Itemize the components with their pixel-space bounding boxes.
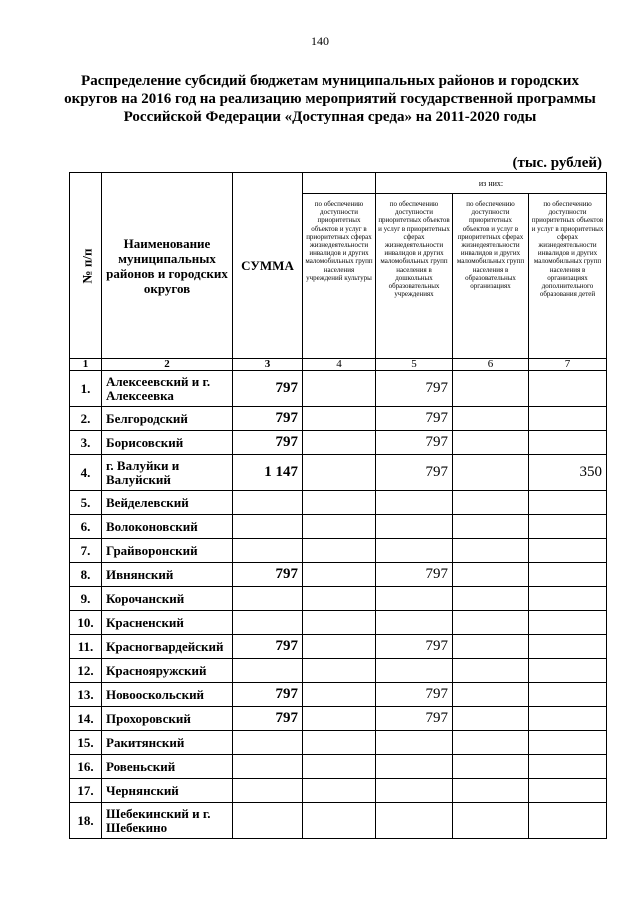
row-preschool-value: 797 — [376, 431, 453, 455]
row-district-name: Красненский — [102, 611, 233, 635]
row-additional-education-value — [529, 431, 607, 455]
row-culture-value — [303, 491, 376, 515]
row-number: 18. — [70, 803, 102, 839]
row-additional-education-value — [529, 683, 607, 707]
header-num-label: № п/п — [79, 248, 95, 283]
row-preschool-value — [376, 659, 453, 683]
row-preschool-value: 797 — [376, 563, 453, 587]
column-number: 3 — [233, 359, 303, 371]
row-education-value — [453, 683, 529, 707]
units-label: (тыс. рублей) — [512, 155, 602, 171]
table-row — [70, 659, 607, 683]
column-number: 7 — [529, 359, 607, 371]
row-additional-education-value — [529, 371, 607, 407]
row-culture-value — [303, 779, 376, 803]
row-sum — [233, 731, 303, 755]
row-education-value — [453, 731, 529, 755]
row-district-name: Новооскольский — [102, 683, 233, 707]
row-preschool-value — [376, 611, 453, 635]
row-preschool-value — [376, 491, 453, 515]
row-additional-education-value — [529, 755, 607, 779]
row-culture-value — [303, 539, 376, 563]
table-row — [70, 683, 607, 707]
row-education-value — [453, 611, 529, 635]
row-culture-value — [303, 683, 376, 707]
row-additional-education-value — [529, 587, 607, 611]
row-sum — [233, 611, 303, 635]
row-education-value — [453, 491, 529, 515]
row-culture-value — [303, 611, 376, 635]
row-sum — [233, 539, 303, 563]
row-number: 16. — [70, 755, 102, 779]
row-culture-value — [303, 587, 376, 611]
row-additional-education-value — [529, 659, 607, 683]
row-preschool-value: 797 — [376, 407, 453, 431]
table-row — [70, 755, 607, 779]
row-number: 5. — [70, 491, 102, 515]
row-district-name: Шебекинский и г. Шебекино — [102, 803, 233, 839]
header-num — [70, 173, 102, 359]
row-culture-value — [303, 731, 376, 755]
row-number: 9. — [70, 587, 102, 611]
column-number: 6 — [453, 359, 529, 371]
header-name: Наименование муниципальных районов и городских округов — [102, 173, 233, 359]
row-number: 1. — [70, 371, 102, 407]
row-sum: 797 — [233, 635, 303, 659]
row-additional-education-value — [529, 731, 607, 755]
row-district-name: Ракитянский — [102, 731, 233, 755]
row-preschool-value — [376, 803, 453, 839]
table-row — [70, 515, 607, 539]
row-additional-education-value — [529, 515, 607, 539]
row-sum: 797 — [233, 407, 303, 431]
row-culture-value — [303, 755, 376, 779]
header-sum: СУММА — [233, 173, 303, 359]
header-of-which: из них: — [376, 173, 607, 194]
row-number: 4. — [70, 455, 102, 491]
row-additional-education-value: 350 — [529, 455, 607, 491]
row-district-name: Алексеевский и г. Алексеевка — [102, 371, 233, 407]
row-education-value — [453, 635, 529, 659]
header-col4: по обеспечению доступности приоритетных объектов и услуг в приоритетных сферах жизнедеятельности инвалидов и других маломобильных групп населения учреждений культуры — [303, 194, 376, 359]
table-row — [70, 407, 607, 431]
row-culture-value — [303, 659, 376, 683]
row-sum — [233, 779, 303, 803]
row-preschool-value: 797 — [376, 683, 453, 707]
row-number: 12. — [70, 659, 102, 683]
row-culture-value — [303, 515, 376, 539]
column-number: 4 — [303, 359, 376, 371]
row-district-name: Ровеньский — [102, 755, 233, 779]
row-district-name: Красногвардейский — [102, 635, 233, 659]
row-district-name: Корочанский — [102, 587, 233, 611]
row-sum: 797 — [233, 563, 303, 587]
row-preschool-value — [376, 587, 453, 611]
table-row — [70, 539, 607, 563]
row-preschool-value — [376, 779, 453, 803]
row-preschool-value: 797 — [376, 371, 453, 407]
row-district-name: Белгородский — [102, 407, 233, 431]
table-body — [70, 371, 607, 839]
row-culture-value — [303, 635, 376, 659]
row-number: 3. — [70, 431, 102, 455]
row-sum: 797 — [233, 707, 303, 731]
column-number: 2 — [102, 359, 233, 371]
row-sum — [233, 515, 303, 539]
column-number: 1 — [70, 359, 102, 371]
row-culture-value — [303, 371, 376, 407]
row-additional-education-value — [529, 491, 607, 515]
row-preschool-value — [376, 755, 453, 779]
row-culture-value — [303, 803, 376, 839]
row-culture-value — [303, 707, 376, 731]
row-sum: 797 — [233, 431, 303, 455]
row-education-value — [453, 515, 529, 539]
row-sum — [233, 755, 303, 779]
header-col6: по обеспечению доступности приоритетных объектов и услуг в приоритетных сферах жизнедеятельности инвалидов и других маломобильных групп населения в образовательных организациях — [453, 194, 529, 359]
row-education-value — [453, 779, 529, 803]
row-education-value — [453, 407, 529, 431]
row-education-value — [453, 707, 529, 731]
document-title: Распределение субсидий бюджетам муниципальных районов и городских округов на 2016 год на реализацию мероприятий государственной программы Российской Федерации «Доступная среда» на 2011-2020 годы — [64, 73, 596, 125]
row-education-value — [453, 803, 529, 839]
row-additional-education-value — [529, 803, 607, 839]
row-culture-value — [303, 563, 376, 587]
row-education-value — [453, 755, 529, 779]
row-number: 10. — [70, 611, 102, 635]
row-additional-education-value — [529, 707, 607, 731]
row-education-value — [453, 587, 529, 611]
row-education-value — [453, 539, 529, 563]
subsidy-table — [69, 172, 607, 839]
header-row — [70, 173, 607, 194]
row-sum — [233, 587, 303, 611]
row-additional-education-value — [529, 407, 607, 431]
row-education-value — [453, 431, 529, 455]
row-number: 11. — [70, 635, 102, 659]
row-preschool-value — [376, 731, 453, 755]
row-number: 7. — [70, 539, 102, 563]
row-education-value — [453, 455, 529, 491]
header-col7: по обеспечению доступности приоритетных объектов и услуг в приоритетных сферах жизнедеятельности инвалидов и других маломобильных групп населения в организациях дополнительного образования детей — [529, 194, 607, 359]
row-culture-value — [303, 455, 376, 491]
table-row — [70, 587, 607, 611]
column-number-row — [70, 359, 607, 371]
row-number: 2. — [70, 407, 102, 431]
row-number: 14. — [70, 707, 102, 731]
row-district-name: Грайворонский — [102, 539, 233, 563]
table-row — [70, 779, 607, 803]
row-preschool-value — [376, 539, 453, 563]
row-education-value — [453, 659, 529, 683]
row-sum — [233, 659, 303, 683]
table-row — [70, 455, 607, 491]
row-sum — [233, 803, 303, 839]
row-district-name: Волоконовский — [102, 515, 233, 539]
row-education-value — [453, 563, 529, 587]
row-culture-value — [303, 431, 376, 455]
table-row — [70, 611, 607, 635]
table-row — [70, 635, 607, 659]
page-number: 140 — [311, 34, 329, 48]
row-district-name: Ивнянский — [102, 563, 233, 587]
table-row — [70, 371, 607, 407]
table-row — [70, 491, 607, 515]
row-culture-value — [303, 407, 376, 431]
row-preschool-value — [376, 515, 453, 539]
row-sum — [233, 491, 303, 515]
row-preschool-value: 797 — [376, 707, 453, 731]
row-additional-education-value — [529, 539, 607, 563]
row-district-name: Краснояружский — [102, 659, 233, 683]
row-additional-education-value — [529, 563, 607, 587]
row-preschool-value: 797 — [376, 635, 453, 659]
row-number: 17. — [70, 779, 102, 803]
row-number: 8. — [70, 563, 102, 587]
table-row — [70, 803, 607, 839]
table-row — [70, 563, 607, 587]
row-sum: 797 — [233, 683, 303, 707]
row-additional-education-value — [529, 635, 607, 659]
row-district-name: Вейделевский — [102, 491, 233, 515]
row-additional-education-value — [529, 779, 607, 803]
table-row — [70, 431, 607, 455]
row-preschool-value: 797 — [376, 455, 453, 491]
row-district-name: Чернянский — [102, 779, 233, 803]
row-education-value — [453, 371, 529, 407]
column-number: 5 — [376, 359, 453, 371]
table-row — [70, 731, 607, 755]
row-number: 6. — [70, 515, 102, 539]
row-district-name: Борисовский — [102, 431, 233, 455]
row-district-name: г. Валуйки и Валуйский — [102, 455, 233, 491]
row-additional-education-value — [529, 611, 607, 635]
row-number: 15. — [70, 731, 102, 755]
row-sum: 1 147 — [233, 455, 303, 491]
row-number: 13. — [70, 683, 102, 707]
header-blank-cell — [303, 173, 376, 194]
row-district-name: Прохоровский — [102, 707, 233, 731]
table-row — [70, 707, 607, 731]
header-col5: по обеспечению доступности приоритетных объектов и услуг в приоритетных сферах жизнедеятельности инвалидов и других маломобильных групп населения в дошкольных образовательных учреждениях — [376, 194, 453, 359]
row-sum: 797 — [233, 371, 303, 407]
